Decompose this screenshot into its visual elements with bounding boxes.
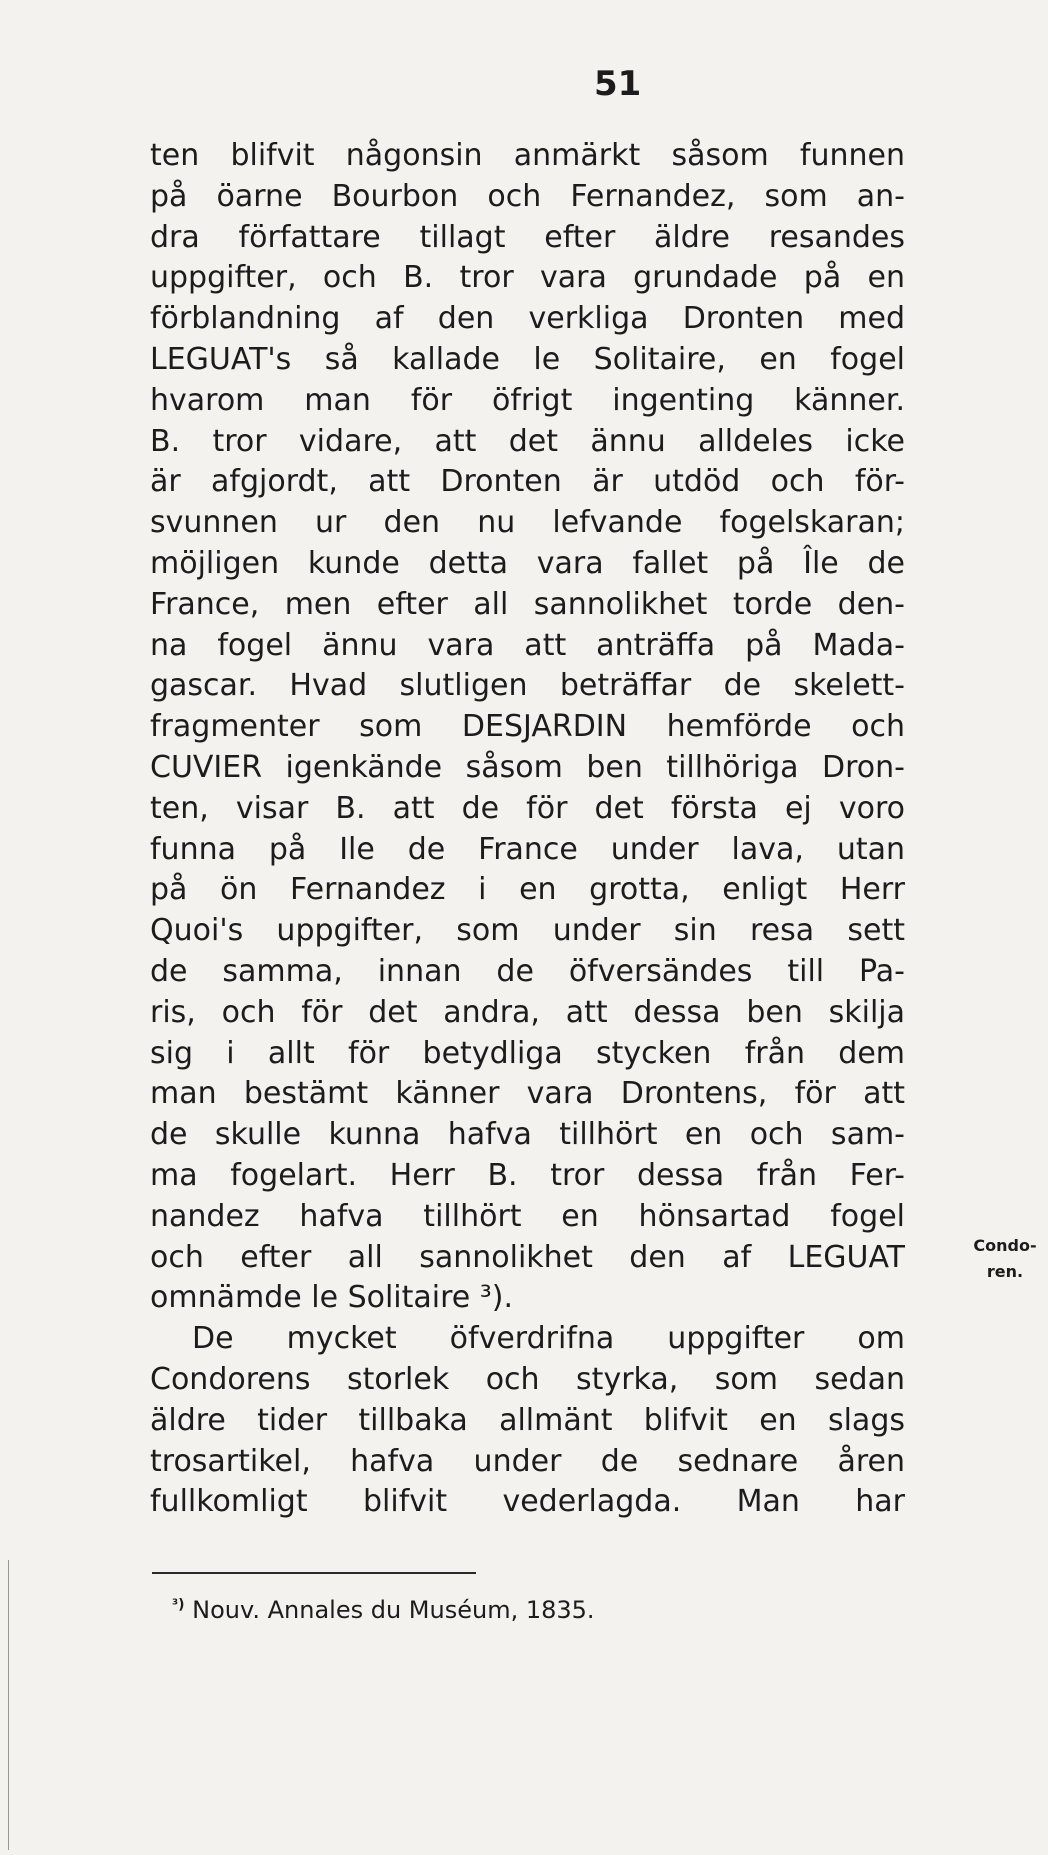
text-line: de samma, innan de öfversändes till Pa- [150,953,905,989]
text-line: funna på Ile de France under lava, utan [150,831,905,867]
text-line: nandez hafva tillhört en hönsartad fogel [150,1198,905,1234]
margin-note-line: ren. [986,1262,1024,1281]
text-line: uppgifter, och B. tror vara grundade på en [150,260,905,296]
text-line: på ön Fernandez i en grotta, enligt Herr [150,872,905,908]
margin-note-line: Condo- [973,1236,1037,1255]
text-line: är afgjordt, att Dronten är utdöd och för- [150,464,905,500]
text-line: ma fogelart. Herr B. tror dessa från Fer- [150,1157,905,1193]
text-line: omnämde le Solitaire ³). [150,1280,514,1316]
text-line: förblandning af den verkliga Dronten med [150,301,905,337]
text-line: ris, och för det andra, att dessa ben skilja [150,994,905,1030]
text-line: fullkomligt blifvit vederlagda. Man har [150,1484,905,1520]
text-line: France, men efter all sannolikhet torde den- [150,586,905,622]
footnote-marker: ³) [172,1597,185,1613]
text-line: på öarne Bourbon och Fernandez, som an- [150,178,905,214]
text-line: hvarom man för öfrigt ingenting känner. [150,382,905,418]
text-line: Condorens storlek och styrka, som sedan [150,1361,905,1397]
text-line: B. tror vidare, att det ännu alldeles icke [150,423,905,459]
text-line: möjligen kunde detta vara fallet på Île de [150,545,905,581]
text-line: äldre tider tillbaka allmänt blifvit en slags [150,1402,905,1438]
text-line: de skulle kunna hafva tillhört en och sam- [150,1117,905,1153]
main-text [150,136,905,1523]
margin-note [965,1233,1045,1285]
text-line: na fogel ännu vara att anträffa på Mada- [150,627,905,663]
footnote-divider [152,1572,476,1574]
text-line: och efter all sannolikhet den af LEGUAT [150,1239,905,1275]
text-line: sig i allt för betydliga stycken från dem [150,1035,905,1071]
text-line: CUVIER igenkände såsom ben tillhöriga Dron- [150,749,905,785]
text-line: ten blifvit någonsin anmärkt såsom funnen [150,138,905,173]
footnote-text: Nouv. Annales du Muséum, 1835. [192,1596,595,1624]
text-line: Quoi's uppgifter, som under sin resa sett [150,913,905,949]
text-line: fragmenter som DESJARDIN hemförde och [150,709,905,745]
text-line: trosartikel, hafva under de sednare åren [150,1443,905,1479]
text-line: De mycket öfverdrifna uppgifter om [192,1321,905,1357]
text-line: dra författare tillagt efter äldre resandes [150,219,905,255]
text-line: gascar. Hvad slutligen beträffar de skelett- [150,668,905,704]
text-line: LEGUAT's så kallade le Solitaire, en fogel [150,341,905,377]
footnote [172,1596,595,1624]
text-line: ten, visar B. att de för det första ej voro [150,790,905,826]
page-number: 51 [594,64,642,104]
page-edge-line [8,1560,9,1850]
text-line: svunnen ur den nu lefvande fogelskaran; [150,505,905,541]
text-line: man bestämt känner vara Drontens, för att [150,1076,905,1112]
